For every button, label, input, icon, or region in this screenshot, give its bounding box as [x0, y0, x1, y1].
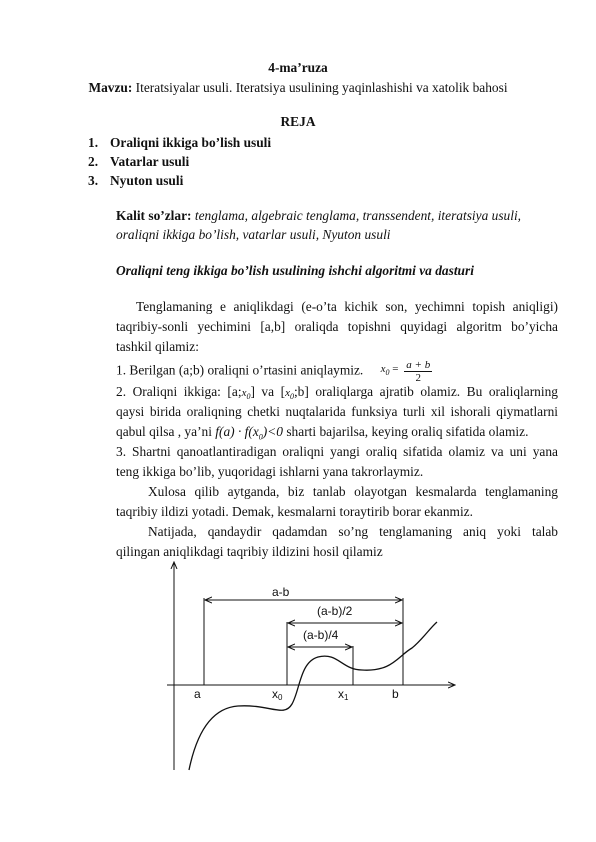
p1-line1: Tenglamaning e aniqlikdagi (e-o’ta kichik son, yechimni topish aniqligi)	[136, 299, 558, 314]
section-heading: Oraliqni teng ikkiga bo’lish usulining ishchi algoritmi va dasturi	[116, 263, 474, 278]
step3-line1: 3. Shartni qanoatlantiradigan oraliqni yangi oraliq sifatida olamiz va uni yana	[116, 444, 558, 459]
plan-item-label: Oraliqni ikkiga bo’lish usuli	[110, 135, 272, 150]
topic-label: Mavzu:	[88, 80, 133, 95]
step2-condition: $f(a) \cdot f(x_0)<0$	[215, 424, 283, 442]
label-quarter: (a-b)/4	[303, 628, 339, 642]
step2-x: x	[285, 387, 290, 399]
formula-sub: 0	[385, 368, 390, 378]
formula-eq: =	[389, 363, 399, 376]
p3-line1: Natijada, qandaydir qadamdan so’ng tenglamaning aniq yoki talab	[148, 524, 558, 539]
formula-numerator: a + b	[406, 359, 431, 371]
step2-text-d: qabul qilsa , ya’ni	[116, 424, 216, 439]
formula-x: x	[380, 363, 386, 376]
plan-title: REJA	[280, 114, 316, 129]
plan-item-number: 2.	[88, 154, 99, 169]
keywords-text-1: tenglama, algebraic tenglama, transsendent, iteratsiya usuli,	[191, 208, 522, 223]
keywords-label: Kalit so’zlar:	[116, 208, 192, 223]
plan-item-number: 1.	[88, 135, 99, 150]
p1-line2: taqribiy-sonli yechimini [a,b] oraliqda topishni quyidagi algoritm bo’yicha	[116, 319, 558, 334]
topic-text: Iteratsiyalar usuli. Iteratsiya usulining yaqinlashishi va xatolik bahosi	[132, 80, 508, 95]
keywords-text-2: oraliqni ikkiga bo’lish, vatarlar usuli, Nyuton usuli	[116, 227, 391, 242]
plan-item-label: Nyuton usuli	[110, 173, 184, 188]
step2-line2: qaysi birida oraliqning chetki nuqtalarida funksiya turli xil ishorali qiymatlarni	[116, 404, 558, 419]
plan-item-number: 3.	[88, 173, 99, 188]
plan-item-label: Vatarlar usuli	[110, 154, 190, 169]
label-a: a	[194, 687, 201, 701]
step2-text-c: ;b] oraliqlarga ajratib olamiz. Bu oraliqlarning	[293, 384, 558, 399]
step2-text-e: sharti bajarilsa, keying oraliq sifatida olamiz.	[283, 424, 529, 439]
p2-line2: taqribiy ildizi yotadi. Demak, kesmalarni toraytirib borar ekanmiz.	[116, 504, 473, 519]
step2-x: x	[241, 387, 247, 399]
label-half: (a-b)/2	[317, 604, 353, 618]
label-b: b	[392, 687, 399, 701]
label-x1: x1	[338, 687, 349, 702]
step2-text-b: ] va [	[250, 384, 286, 399]
label-x0: x0	[272, 687, 283, 702]
lecture-title: 4-ma’ruza	[268, 60, 328, 75]
function-curve	[189, 622, 437, 770]
step2-sub: 0	[289, 392, 294, 402]
p2-line1: Xulosa qilib aytganda, biz tanlab olayotgan kesmalarda tenglamaning	[148, 484, 558, 499]
step1-text: 1. Berilgan (a;b) oraliqni o’rtasini aniqlaymiz.	[116, 362, 364, 378]
p3-line2: qilingan aniqlikdagi taqribiy ildizini hosil qilamiz	[116, 544, 383, 559]
label-ab: a-b	[272, 585, 290, 599]
step2-text-a: 2. Oraliqni ikkiga: [a;	[116, 384, 242, 399]
step2-sub: 0	[246, 392, 251, 402]
step3-line2: teng ikkiga bo’lib, yuqoridagi ishlarni yana takrorlaymiz.	[116, 464, 424, 479]
p1-line3: tashkil qilamiz:	[116, 339, 199, 354]
formula-denominator: 2	[415, 372, 421, 384]
